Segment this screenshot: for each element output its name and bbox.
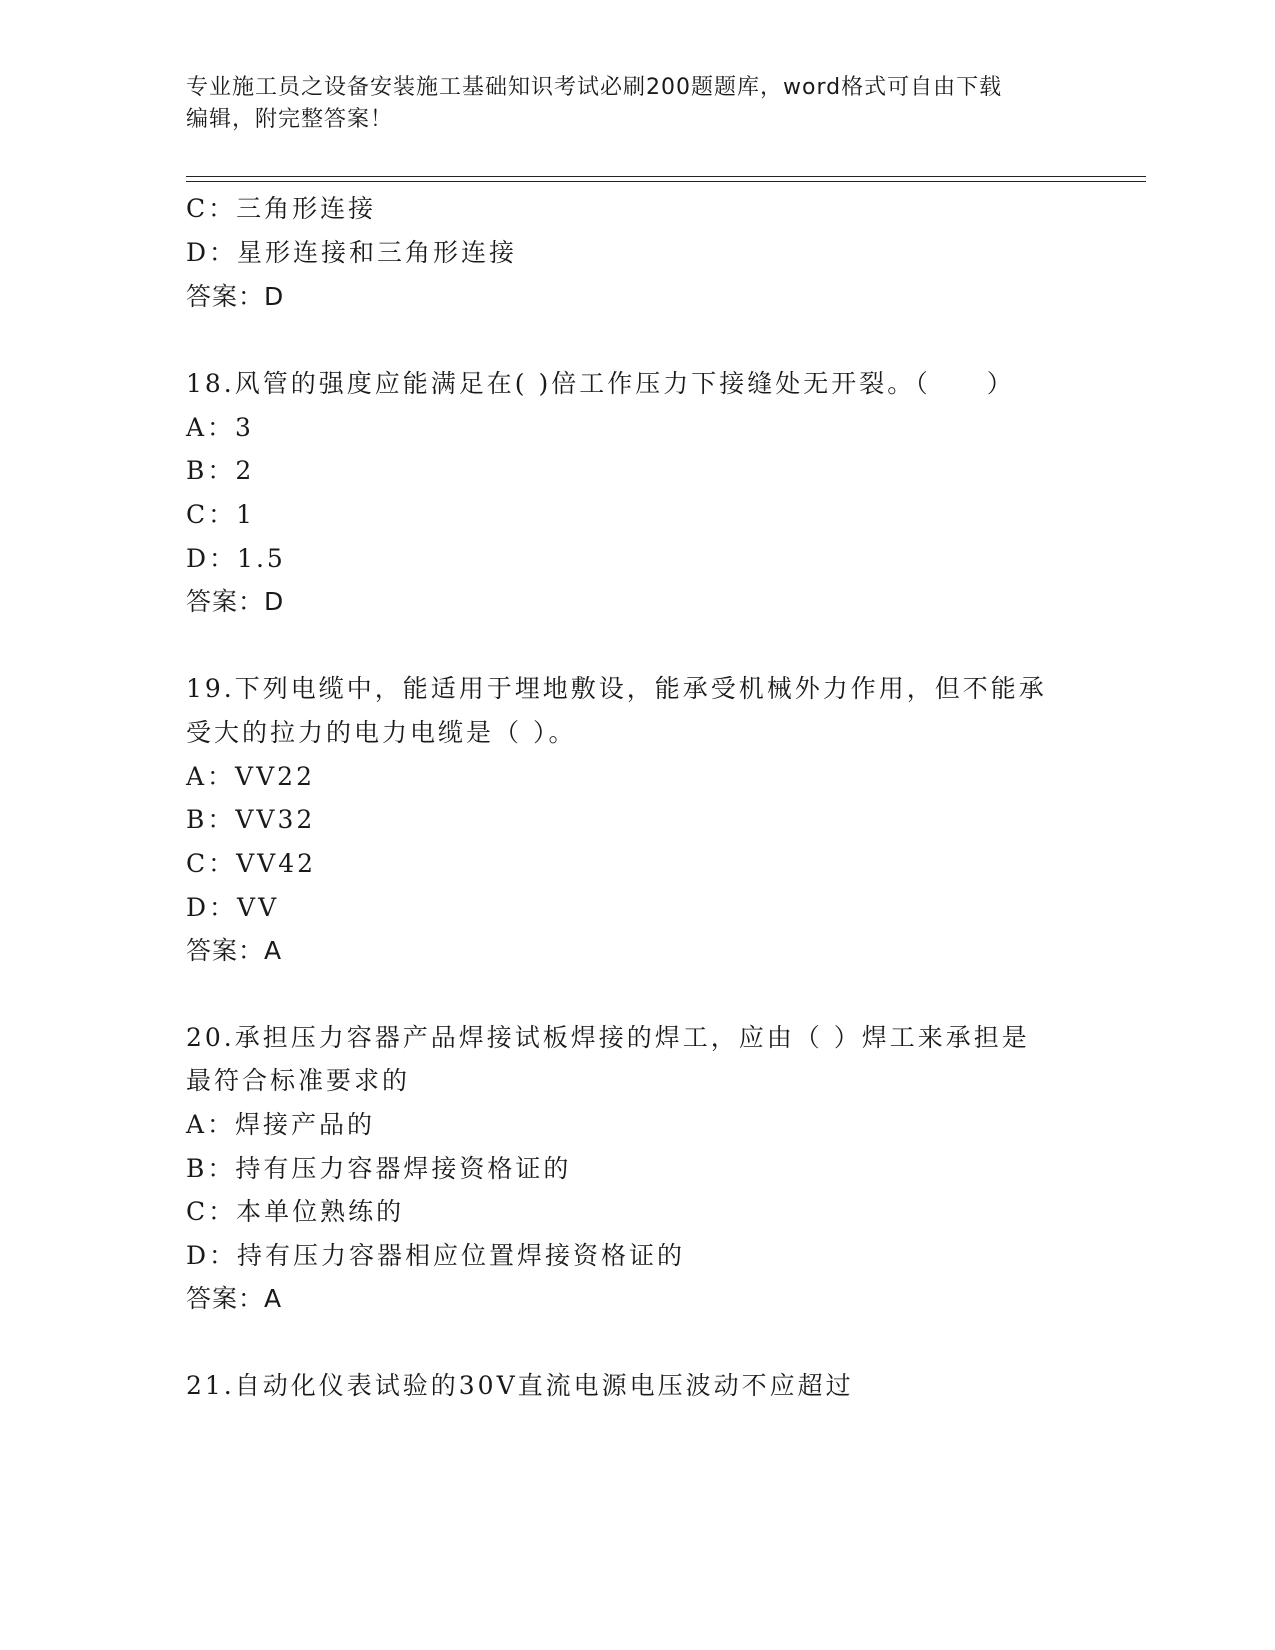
question-18-option-a: A：3 [186, 413, 254, 442]
question-18-option-d: D：1.5 [186, 544, 286, 573]
header-divider-bottom [186, 181, 1146, 182]
question-21-stem: 21.自动化仪表试验的30V直流电源电压波动不应超过 [186, 1371, 854, 1400]
question-20-option-c: C：本单位熟练的 [186, 1197, 405, 1226]
question-20-stem-line-1: 20.承担压力容器产品焊接试板焊接的焊工，应由（ ）焊工来承担是 [186, 1023, 1030, 1052]
question-19-answer: 答案：A [186, 936, 283, 965]
header-title-line-2: 编辑，附完整答案！ [186, 107, 394, 132]
option-d: D：星形连接和三角形连接 [186, 238, 518, 267]
document-header [186, 72, 1066, 136]
question-18-option-b: B：2 [186, 456, 255, 485]
question-19-option-d: D：VV [186, 893, 280, 922]
question-20-option-a: A：焊接产品的 [186, 1110, 376, 1139]
answer-line: 答案：D [186, 282, 285, 311]
question-18-option-c: C：1 [186, 500, 256, 529]
option-c: C：三角形连接 [186, 194, 377, 223]
question-18-stem: 18.风管的强度应能满足在( )倍工作压力下接缝处无开裂。（ ） [186, 369, 1015, 398]
question-19-stem-line-1: 19.下列电缆中，能适用于埋地敷设，能承受机械外力作用，但不能承 [186, 674, 1047, 703]
question-20-stem-line-2: 最符合标准要求的 [186, 1066, 411, 1095]
question-19-option-a: A：VV22 [186, 762, 315, 791]
question-18-answer: 答案：D [186, 587, 285, 616]
question-20-option-d: D：持有压力容器相应位置焊接资格证的 [186, 1241, 686, 1270]
question-20-option-b: B：持有压力容器焊接资格证的 [186, 1154, 572, 1183]
question-20-answer: 答案：A [186, 1284, 283, 1313]
question-19-option-b: B：VV32 [186, 805, 316, 834]
question-19-stem-line-2: 受大的拉力的电力电缆是（ ）。 [186, 718, 577, 747]
header-title-line-1: 专业施工员之设备安装施工基础知识考试必刷200题题库，word格式可自由下载 [186, 75, 1003, 100]
header-divider-top [186, 176, 1146, 177]
question-19-option-c: C：VV42 [186, 849, 317, 878]
